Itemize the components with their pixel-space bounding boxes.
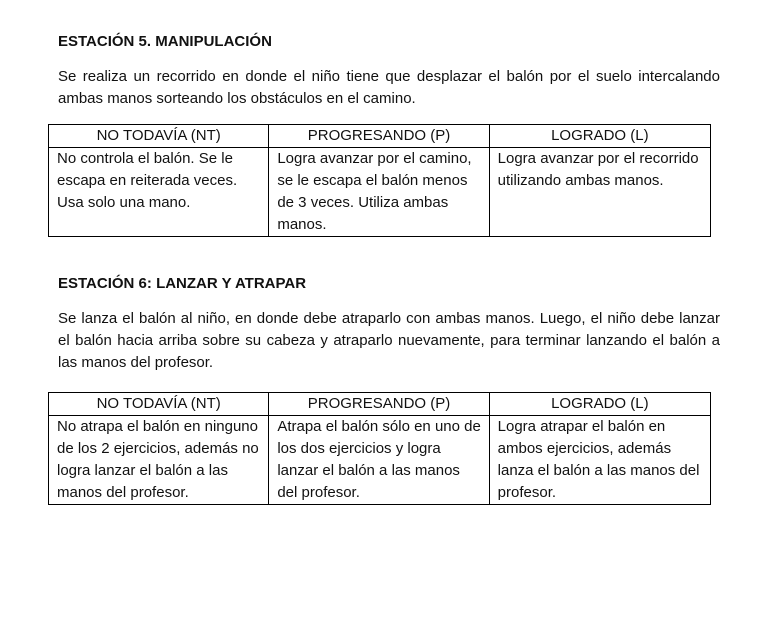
station-6-paragraph: Se lanza el balón al niño, en donde debe atraparlo con ambas manos. Luego, el niño debe lanzar el balón hacia arriba sobre su cabeza y atraparlo nuevamente, para terminar lanzando el balón a las manos del profesor.: [58, 310, 720, 371]
cell-progresando: Atrapa el balón sólo en uno de los dos ejercicios y logra lanzar el balón a las manos del profesor.: [269, 416, 489, 505]
header-progresando: PROGRESANDO (P): [269, 125, 489, 148]
table-header-row: [49, 125, 711, 148]
station-5-heading: ESTACIÓN 5. MANIPULACIÓN: [58, 33, 272, 50]
station-5-table: [48, 124, 711, 237]
cell-logrado: Logra atrapar el balón en ambos ejercicios, además lanza el balón a las manos del profesor.: [489, 416, 710, 505]
cell-progresando: Logra avanzar por el camino, se le escapa el balón menos de 3 veces. Utiliza ambas manos.: [269, 148, 489, 237]
station-6-table: [48, 392, 711, 505]
station-6-heading: ESTACIÓN 6: LANZAR Y ATRAPAR: [58, 275, 307, 292]
table-row: [49, 148, 711, 237]
header-progresando: PROGRESANDO (P): [269, 393, 489, 416]
header-no-todavia: NO TODAVÍA (NT): [49, 393, 269, 416]
table-row: [49, 416, 711, 505]
header-logrado: LOGRADO (L): [489, 393, 710, 416]
header-no-todavia: NO TODAVÍA (NT): [49, 125, 269, 148]
header-logrado: LOGRADO (L): [489, 125, 710, 148]
station-6-section: [48, 274, 722, 501]
cell-no-todavia: No atrapa el balón en ninguno de los 2 ejercicios, además no logra lanzar el balón a las manos del profesor.: [49, 416, 269, 505]
station-5-section: [48, 32, 722, 233]
table-header-row: [49, 393, 711, 416]
cell-logrado: Logra avanzar por el recorrido utilizando ambas manos.: [489, 148, 710, 237]
cell-no-todavia: No controla el balón. Se le escapa en reiterada veces. Usa solo una mano.: [49, 148, 269, 237]
station-5-paragraph: Se realiza un recorrido en donde el niño tiene que desplazar el balón por el suelo intercalando ambas manos sorteando los obstáculos en el camino.: [58, 68, 720, 107]
